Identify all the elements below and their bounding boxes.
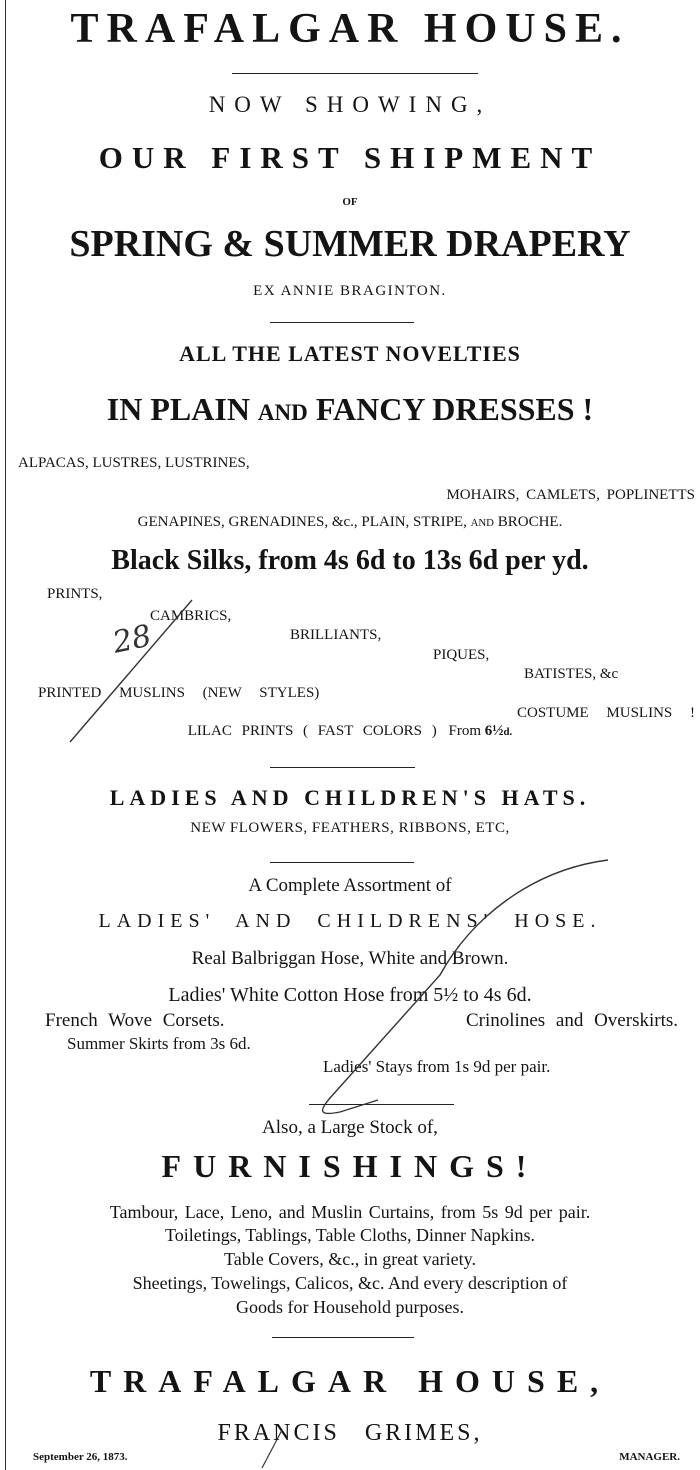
balbriggan-line: Real Balbriggan Hose, White and Brown. [191, 948, 509, 969]
hats-subline: NEW FLOWERS, FEATHERS, RIBBONS, ETC, [190, 820, 510, 836]
heading-and: AND [257, 399, 308, 425]
brilliants-label: BRILLIANTS, [290, 627, 382, 643]
lilac-from: From [448, 723, 482, 739]
date-line: September 26, 1873. [33, 1451, 128, 1463]
batistes-label: BATISTES, &c [524, 666, 619, 682]
printed-muslins-line: PRINTED MUSLINS (NEW STYLES) [38, 685, 320, 701]
of-line: OF [342, 196, 358, 208]
costume-muslins-line: COSTUME MUSLINS ! [516, 705, 695, 721]
store-title: TRAFALGAR HOUSE. [70, 6, 630, 52]
fabrics-line-2: MOHAIRS, CAMLETS, POPLINETTS [446, 487, 695, 503]
pencil-check-mark [323, 860, 608, 1113]
manager-label: MANAGER. [619, 1451, 680, 1463]
fabrics-part: BROCHE. [497, 514, 563, 530]
cambrics-label: CAMBRICS, [150, 608, 232, 624]
hose-intro: A Complete Assortment of [248, 875, 452, 896]
handwritten-number: 28 [109, 618, 155, 661]
fabrics-and: AND [470, 517, 494, 529]
corsets-line: French Wove Corsets. [45, 1010, 225, 1031]
heading-part: FANCY DRESSES ! [315, 391, 594, 427]
lilac-unit: d. [503, 726, 513, 738]
summer-skirts-line: Summer Skirts from 3s 6d. [67, 1034, 251, 1053]
footer-store-title: TRAFALGAR HOUSE, [89, 1363, 611, 1399]
latest-novelties-line: ALL THE LATEST NOVELTIES [179, 341, 521, 366]
first-shipment-line: OUR FIRST SHIPMENT [98, 140, 602, 175]
heading-part: IN PLAIN [106, 391, 250, 427]
fabrics-line-1: ALPACAS, LUSTRES, LUSTRINES, [18, 455, 250, 471]
lilac-text: LILAC PRINTS ( FAST COLORS ) [187, 723, 437, 739]
furnishings-heading: FURNISHINGS! [161, 1148, 539, 1184]
stays-line: Ladies' Stays from 1s 9d per pair. [323, 1057, 551, 1076]
hose-heading: LADIES' AND CHILDRENS' HOSE. [98, 910, 602, 932]
prints-label: PRINTS, [47, 586, 103, 602]
proprietor-name: FRANCIS GRIMES, [217, 1420, 483, 1446]
now-showing-line: NOW SHOWING, [208, 92, 492, 117]
black-silks-line: Black Silks, from 4s 6d to 13s 6d per yd. [111, 545, 589, 576]
drapery-heading: SPRING & SUMMER DRAPERY [69, 223, 631, 265]
furnishings-intro: Also, a Large Stock of, [262, 1117, 438, 1138]
furnishings-line-3: Table Covers, &c., in great variety. [224, 1249, 476, 1269]
piques-label: PIQUES, [433, 647, 490, 663]
furnishings-line-2: Toiletings, Tablings, Table Cloths, Dinner Napkins. [164, 1225, 536, 1245]
ex-ship-line: EX ANNIE BRAGINTON. [253, 283, 447, 299]
furnishings-line-5: Goods for Household purposes. [236, 1297, 464, 1317]
furnishings-line-1: Tambour, Lace, Leno, and Muslin Curtains, from 5s 9d per pair. [109, 1202, 591, 1222]
cotton-hose-line: Ladies' White Cotton Hose from 5½ to 4s 6d. [168, 984, 532, 1006]
lilac-price: 6½ [484, 723, 504, 739]
crinolines-line: Crinolines and Overskirts. [465, 1010, 678, 1031]
hats-heading: LADIES AND CHILDREN'S HATS. [109, 785, 591, 810]
pencil-stroke [262, 1430, 282, 1468]
furnishings-line-4: Sheetings, Towelings, Calicos, &c. And every description of [132, 1273, 568, 1293]
fabrics-part: GENAPINES, GRENADINES, &c., PLAIN, STRIPE, [137, 514, 467, 530]
